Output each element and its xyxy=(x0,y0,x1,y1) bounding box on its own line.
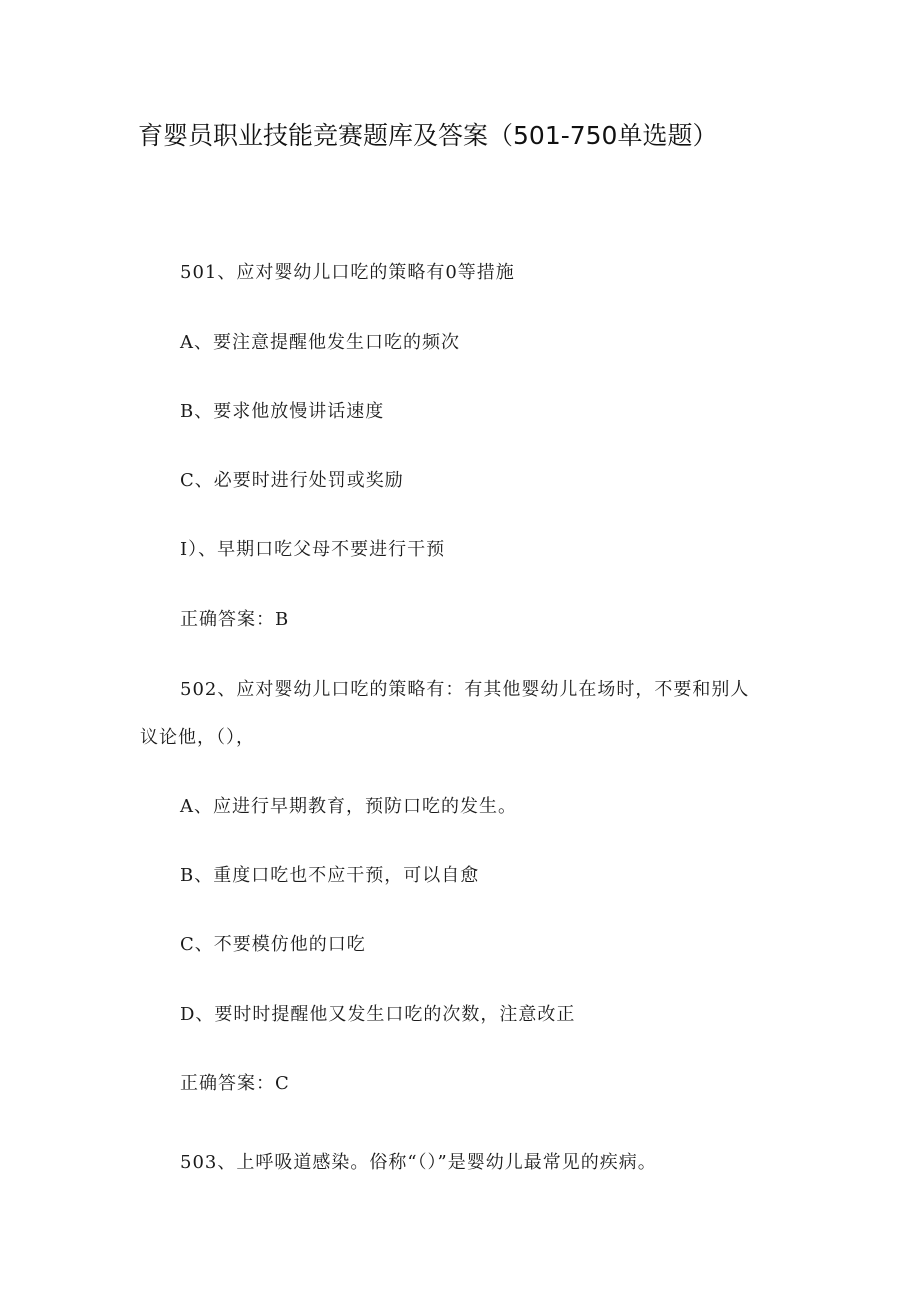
document-title: 育婴员职业技能竞赛题库及答案（501-750单选题） xyxy=(138,121,718,150)
question-502-option-c: C、不要模仿他的口吃 xyxy=(180,934,366,955)
question-502-option-b: B、重度口吃也不应干预，可以自愈 xyxy=(180,865,480,886)
question-502-answer: 正确答案：C xyxy=(180,1073,290,1094)
question-501-option-d: I）、早期口吃父母不要进行干预 xyxy=(180,539,446,560)
question-501-option-a: A、要注意提醒他发生口吃的频次 xyxy=(180,332,460,353)
question-501-stem: 501、应对婴幼儿口吃的策略有0等措施 xyxy=(180,262,515,283)
question-501-answer: 正确答案：B xyxy=(180,609,290,630)
question-501-option-b: B、要求他放慢讲话速度 xyxy=(180,401,385,422)
question-502-option-d: D、要时时提醒他又发生口吃的次数，注意改正 xyxy=(180,1004,576,1025)
question-502-stem-line2: 议论他，（）， xyxy=(140,727,255,748)
question-502-option-a: A、应进行早期教育，预防口吃的发生。 xyxy=(180,796,517,817)
question-502-stem-line1: 502、应对婴幼儿口吃的策略有：有其他婴幼儿在场时，不要和别人 xyxy=(180,679,750,700)
question-503-stem: 503、上呼吸道感染。俗称“（）”是婴幼儿最常见的疾病。 xyxy=(180,1152,657,1173)
question-501-option-c: C、必要时进行处罚或奖励 xyxy=(180,470,404,491)
